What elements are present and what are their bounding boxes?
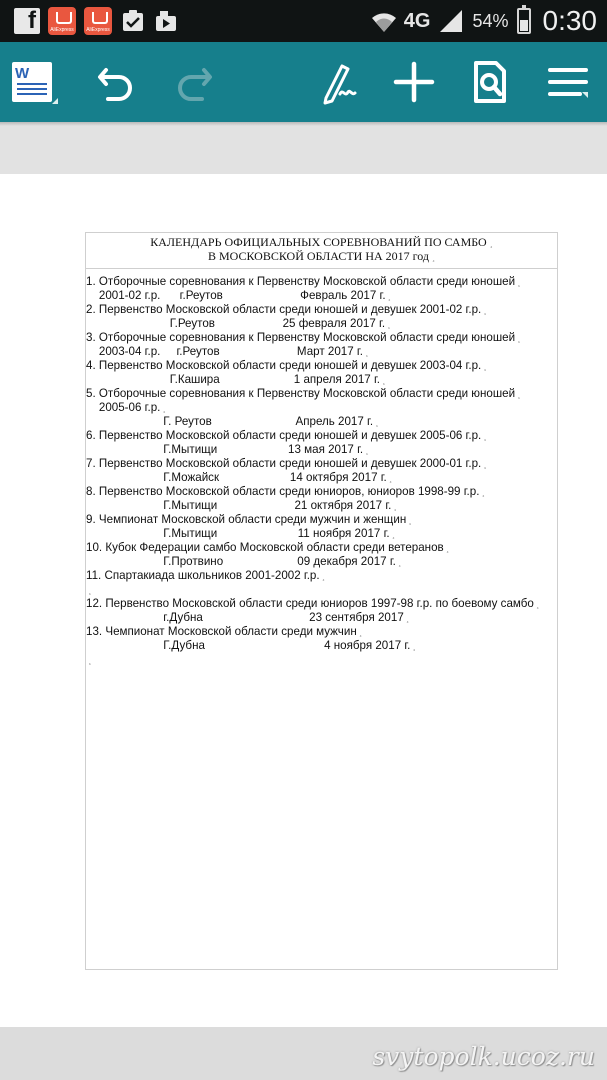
document-line — [86, 345, 368, 359]
document-line-text: 2003-04 г.р. г.Реутов Март 2017 г. — [86, 345, 363, 358]
word-file-icon[interactable]: W — [12, 62, 52, 102]
paragraph-mark-icon: ¸ — [391, 501, 397, 511]
document-line — [86, 303, 487, 317]
paragraph-mark-icon: ¸ — [481, 305, 487, 315]
document-line-text: Г.Мытищи 11 ноября 2017 г. — [86, 527, 390, 540]
menu-button[interactable] — [544, 58, 592, 106]
document-line — [86, 485, 485, 499]
file-menu-indicator — [52, 98, 58, 104]
document-line — [86, 443, 369, 457]
clipboard-check-icon — [120, 8, 146, 34]
system-indicators — [370, 0, 597, 42]
document-line — [86, 569, 325, 583]
paragraph-mark-icon: ¸ — [373, 417, 379, 427]
paragraph-mark-icon: ¸ — [385, 291, 392, 301]
paragraph-mark-icon: ¸ — [481, 431, 487, 441]
menu-icon — [544, 58, 592, 106]
undo-button[interactable] — [92, 58, 140, 106]
document-line-text: 10. Кубок Федерации самбо Московской области среди ветеранов — [86, 541, 444, 554]
pen-icon — [312, 58, 360, 106]
document-line — [86, 359, 487, 373]
document-line-text: Г.Можайск 14 октября 2017 г. — [86, 471, 387, 484]
paragraph-mark-icon: ¸ — [86, 585, 92, 595]
signal-icon — [438, 8, 464, 34]
document-line-text: г.Дубна 23 сентября 2017 — [86, 611, 404, 624]
document-line — [86, 653, 92, 667]
paragraph-mark-icon: ¸ — [160, 403, 166, 413]
paragraph-mark-icon: ¸ — [363, 445, 369, 455]
battery-icon — [517, 8, 531, 34]
paragraph-mark-icon: ¸ — [481, 361, 487, 371]
paragraph-mark-icon: ¸ — [533, 599, 540, 609]
document-title-line-1: КАЛЕНДАРЬ ОФИЦИАЛЬНЫХ СОРЕВНОВАНИЙ ПО САМБО ¸ — [150, 235, 493, 249]
document-line-text: 6. Первенство Московской области среди юношей и девушек 2005-06 г.р. — [86, 429, 482, 442]
paragraph-mark-icon: ¸ — [362, 347, 369, 357]
document-line-text: 4. Первенство Московской области среди юношей и девушек 2003-04 г.р. — [86, 359, 482, 372]
document-line-text: 3. Отборочные соревнования к Первенству Московской области среди юношей — [86, 331, 516, 344]
aliexpress-icon — [48, 7, 76, 35]
battery-percent: 54% — [472, 10, 509, 31]
document-line — [86, 625, 362, 639]
document-line — [86, 275, 521, 289]
pen-button[interactable] — [312, 58, 360, 106]
paragraph-mark-icon: ¸ — [389, 529, 396, 539]
document-line-text: 2. Первенство Московской области среди юношей и девушек 2001-02 г.р. — [86, 303, 482, 316]
paragraph-mark-icon: ¸ — [395, 557, 402, 567]
redo-icon — [170, 58, 218, 106]
paragraph-mark-icon: ¸ — [86, 655, 92, 665]
document-line-text: 8. Первенство Московской области среди юниоров, юниоров 1998-99 г.р. — [86, 485, 480, 498]
find-button[interactable] — [466, 58, 514, 106]
add-button[interactable] — [390, 58, 438, 106]
document-line — [86, 513, 412, 527]
add-icon — [390, 58, 438, 106]
paragraph-mark-icon: ¸ — [515, 389, 521, 399]
document-line — [86, 639, 416, 653]
document-line-text: 5. Отборочные соревнования к Первенству Московской области среди юношей — [86, 387, 516, 400]
toolbar-shadow — [0, 122, 607, 126]
document-line — [86, 387, 521, 401]
paragraph-mark-icon: ¸ — [481, 459, 487, 469]
paragraph-mark-icon: ¸ — [515, 333, 521, 343]
watermark: svytopolk.ucoz.ru — [372, 1042, 595, 1071]
document-line-text: Г.Мытищи 13 мая 2017 г. — [86, 443, 364, 456]
document-line-text: 11. Спартакиада школьников 2001-2002 г.р. — [86, 569, 320, 582]
paragraph-mark-icon: ¸ — [386, 473, 393, 483]
document-line — [86, 415, 379, 429]
paragraph-mark-icon: ¸ — [479, 487, 485, 497]
document-line-text: Г.Кашира 1 апреля 2017 г. — [86, 373, 381, 386]
clock: 0:30 — [542, 5, 597, 36]
document-line-text: Г.Реутов 25 февраля 2017 г. — [86, 317, 386, 330]
document-line — [86, 541, 449, 555]
paragraph-mark-icon: ¸ — [385, 319, 391, 329]
redo-button[interactable] — [170, 58, 218, 106]
paragraph-mark-icon: ¸ — [356, 627, 363, 637]
document-line — [86, 611, 409, 625]
document-line-text: 12. Первенство Московской области среди юниоров 1997-98 г.р. по боевому самбо — [86, 597, 534, 610]
document-line — [86, 457, 487, 471]
document-line-text: 1. Отборочные соревнования к Первенству Московской области среди юношей — [86, 275, 516, 288]
paragraph-mark-icon: ¸ — [443, 543, 450, 553]
document-line — [86, 401, 166, 415]
facebook-icon: f — [14, 8, 40, 34]
video-icon — [154, 8, 180, 34]
document-line — [86, 583, 92, 597]
document-line-text: Г.Дубна 4 ноября 2017 г. — [86, 639, 411, 652]
document-title-line-2: В МОСКОВСКОЙ ОБЛАСТИ НА 2017 год ¸ — [207, 249, 436, 263]
document-line — [86, 331, 521, 345]
paragraph-mark-icon: ¸ — [410, 641, 416, 651]
wifi-icon — [370, 8, 396, 34]
aliexpress-label: AliExpress — [50, 27, 74, 33]
undo-icon — [92, 58, 140, 106]
document-line-text: 13. Чемпионат Московской области среди мужчин — [86, 625, 357, 638]
document-line-text: 2005-06 г.р. — [86, 401, 161, 414]
status-bar — [0, 0, 607, 42]
aliexpress-icon — [84, 7, 112, 35]
find-icon — [466, 58, 514, 106]
document-line-text: Г. Реутов Апрель 2017 г. — [86, 415, 374, 428]
document-line-text: Г.Мытищи 21 октября 2017 г. — [86, 499, 392, 512]
document-line — [86, 289, 391, 303]
network-type: 4G — [403, 9, 431, 32]
paragraph-mark-icon: ¸ — [515, 277, 521, 287]
document-line-text: 2001-02 г.р. г.Реутов Февраль 2017 г. — [86, 289, 386, 302]
document-line-text: Г.Протвино 09 декабря 2017 г. — [86, 555, 396, 568]
paragraph-mark-icon: ¸ — [319, 571, 326, 581]
aliexpress-label: AliExpress — [86, 27, 110, 33]
document-line — [86, 429, 487, 443]
notification-icons — [14, 6, 180, 36]
app-toolbar — [0, 42, 607, 122]
document-line — [86, 555, 401, 569]
document-line — [86, 597, 539, 611]
document-line — [86, 527, 395, 541]
document-line — [86, 373, 386, 387]
document-line-text: 7. Первенство Московской области среди юношей и девушек 2000-01 г.р. — [86, 457, 482, 470]
document-line — [86, 317, 391, 331]
paragraph-mark-icon: ¸ — [380, 375, 386, 385]
document-line-text: 9. Чемпионат Московской области среди мужчин и женщин — [86, 513, 407, 526]
paragraph-mark-icon: ¸ — [403, 613, 410, 623]
paragraph-mark-icon: ¸ — [406, 515, 412, 525]
document-line — [86, 471, 392, 485]
document-line — [86, 499, 397, 513]
